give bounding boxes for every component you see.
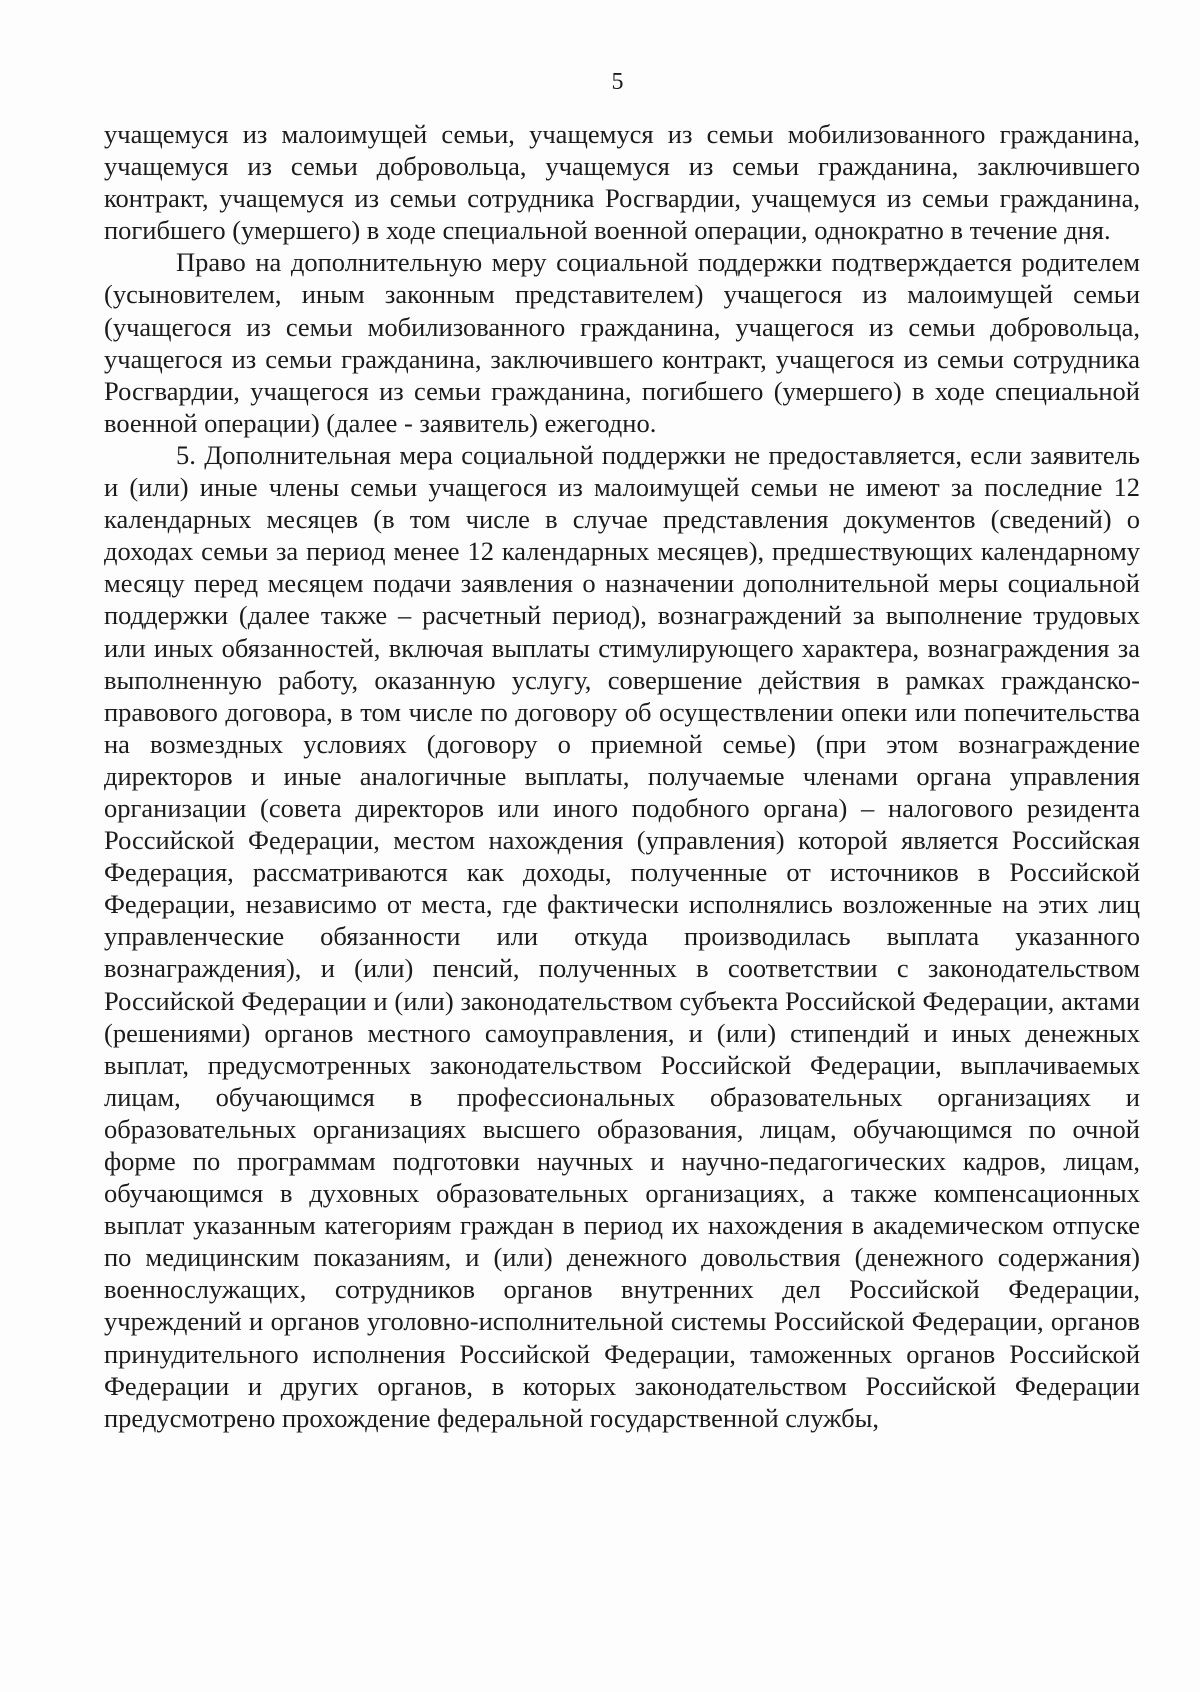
paragraph-right-confirmation: Право на дополнительную меру социальной поддержки подтверждается родителем (усыновителем, иным законным представителем) учащегося из малоимущей семьи (учащегося из семьи мобилизованного гражданина, учащегося из семьи добровольца, учащегося из семьи гражданина, заключившего контракт, учащегося из семьи сотрудника Росгвардии, учащегося из семьи гражданина, погибшего (умершего) в ходе специальной военной операции) (далее - заявитель) ежегодно. — [104, 247, 1140, 438]
document-body — [104, 118, 1140, 1434]
paragraph-item-5: 5. Дополнительная мера социальной поддержки не предоставляется, если заявитель и (или) иные члены семьи учащегося из малоимущей семьи не имеют за последние 12 календарных месяцев (в том числе в случае представления документов (сведений) о доходах семьи за период менее 12 календарных месяцев), предшествующих календарному месяцу перед месяцем подачи заявления о назначении дополнительной меры социальной поддержки (далее также – расчетный период), вознаграждений за выполнение трудовых или иных обязанностей, включая выплаты стимулирующего характера, вознаграждения за выполненную работу, оказанную услугу, совершение действия в рамках гражданско-правового договора, в том числе по договору об осуществлении опеки или попечительства на возмездных условиях (договору о приемной семье) (при этом вознаграждение директоров и иные аналогичные выплаты, получаемые членами органа управления организации (совета директоров или иного подобного органа) – налогового резидента Российской Федерации, местом нахождения (управления) которой является Российская Федерация, рассматриваются как доходы, полученные от источников в Российской Федерации, независимо от места, где фактически исполнялись возложенные на этих лиц управленческие обязанности или откуда производилась выплата указанного вознаграждения), и (или) пенсий, полученных в соответствии с законодательством Российской Федерации и (или) законодательством субъекта Российской Федерации, актами (решениями) органов местного самоуправления, и (или) стипендий и иных денежных выплат, предусмотренных законодательством Российской Федерации, выплачиваемых лицам, обучающимся в профессиональных образовательных организациях и образовательных организациях высшего образования, лицам, обучающимся по очной форме по программам подготовки научных и научно-педагогических кадров, лицам, обучающимся в духовных образовательных организациях, а также компенсационных выплат указанным категориям граждан в период их нахождения в академическом отпуске по медицинским показаниям, и (или) денежного довольствия (денежного содержания) военнослужащих, сотрудников органов внутренних дел Российской Федерации, учреждений и органов уголовно-исполнительной системы Российской Федерации, органов принудительного исполнения Российской Федерации, таможенных органов Российской Федерации и других органов, в которых законодательством Российской Федерации предусмотрено прохождение федеральной государственной службы, — [104, 439, 1140, 1433]
page-number: 5 — [611, 69, 624, 95]
paragraph-continuation: учащемуся из малоимущей семьи, учащемуся из семьи мобилизованного гражданина, учащемуся из семьи добровольца, учащемуся из семьи гражданина, заключившего контракт, учащемуся из семьи сотрудника Росгвардии, учащемуся из семьи гражданина, погибшего (умершего) в ходе специальной военной операции, однократно в течение дня. — [104, 119, 1140, 246]
